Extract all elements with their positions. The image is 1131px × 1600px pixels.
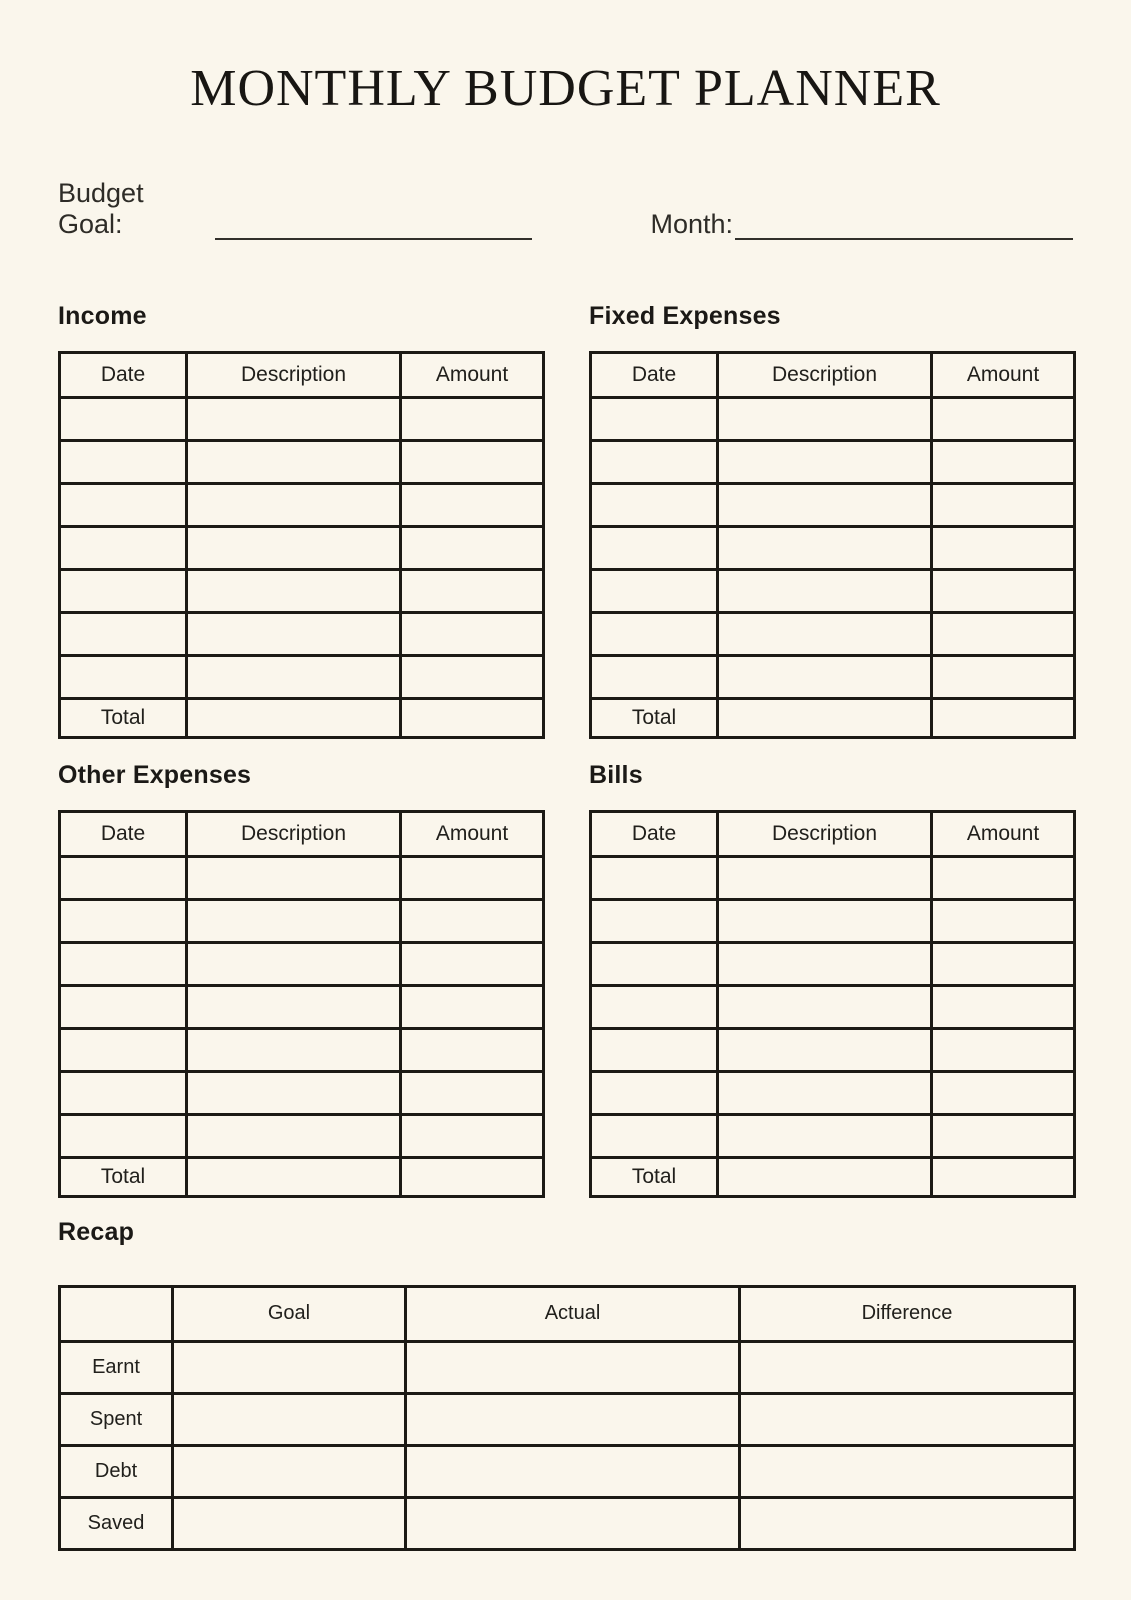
- total-amount-cell[interactable]: [401, 1157, 544, 1196]
- column-header-amount: Amount: [932, 811, 1075, 856]
- empty-cell[interactable]: [591, 527, 718, 570]
- recap-row-saved: [60, 1497, 1075, 1549]
- column-header-date: Date: [591, 353, 718, 398]
- recap-row-spent: [60, 1393, 1075, 1445]
- empty-cell[interactable]: [932, 656, 1075, 699]
- empty-row: [591, 1114, 1075, 1157]
- empty-cell[interactable]: [401, 899, 544, 942]
- empty-cell[interactable]: [932, 484, 1075, 527]
- empty-cell[interactable]: [187, 441, 401, 484]
- total-label: Total: [591, 1157, 718, 1196]
- fixed-expenses-heading: Fixed Expenses: [589, 302, 781, 331]
- recap-row-label: Saved: [60, 1497, 173, 1549]
- bills-total-row: [591, 1157, 1075, 1196]
- empty-row: [60, 1028, 544, 1071]
- column-header-date: Date: [591, 811, 718, 856]
- empty-row: [591, 942, 1075, 985]
- empty-row: [591, 656, 1075, 699]
- bills-table-body: [591, 856, 1075, 1157]
- empty-cell[interactable]: [187, 856, 401, 899]
- empty-cell[interactable]: [932, 1114, 1075, 1157]
- column-header-amount: Amount: [932, 353, 1075, 398]
- empty-row: [60, 942, 544, 985]
- budget-goal-input-line[interactable]: [215, 202, 532, 240]
- empty-cell[interactable]: [187, 1114, 401, 1157]
- empty-cell[interactable]: [932, 441, 1075, 484]
- empty-cell[interactable]: [718, 856, 932, 899]
- empty-row: [591, 856, 1075, 899]
- recap-debt-goal-cell[interactable]: [173, 1445, 406, 1497]
- empty-cell[interactable]: [187, 613, 401, 656]
- total-amount-cell[interactable]: [401, 699, 544, 738]
- other-expenses-total-row: [60, 1157, 544, 1196]
- empty-cell[interactable]: [187, 656, 401, 699]
- recap-earnt-goal-cell[interactable]: [173, 1341, 406, 1393]
- empty-cell[interactable]: [591, 1114, 718, 1157]
- empty-cell[interactable]: [591, 1071, 718, 1114]
- other-expenses-table: [58, 810, 545, 1198]
- empty-row: [60, 985, 544, 1028]
- recap-debt-actual-cell[interactable]: [406, 1445, 740, 1497]
- empty-cell[interactable]: [932, 985, 1075, 1028]
- empty-cell[interactable]: [718, 1028, 932, 1071]
- fixed-expenses-table-body: [591, 398, 1075, 699]
- empty-cell[interactable]: [718, 484, 932, 527]
- empty-row: [591, 899, 1075, 942]
- recap-saved-difference-cell[interactable]: [740, 1497, 1075, 1549]
- other-expenses-section: [58, 761, 542, 1198]
- empty-row: [60, 899, 544, 942]
- recap-saved-actual-cell[interactable]: [406, 1497, 740, 1549]
- empty-cell[interactable]: [60, 527, 187, 570]
- empty-cell[interactable]: [60, 1071, 187, 1114]
- empty-cell[interactable]: [401, 656, 544, 699]
- empty-cell[interactable]: [591, 985, 718, 1028]
- empty-row: [591, 1028, 1075, 1071]
- empty-row: [591, 1071, 1075, 1114]
- empty-cell[interactable]: [718, 1114, 932, 1157]
- empty-cell[interactable]: [718, 985, 932, 1028]
- empty-cell[interactable]: [932, 613, 1075, 656]
- empty-row: [60, 1114, 544, 1157]
- empty-cell[interactable]: [187, 942, 401, 985]
- empty-cell[interactable]: [718, 441, 932, 484]
- empty-cell[interactable]: [591, 570, 718, 613]
- empty-cell[interactable]: [718, 398, 932, 441]
- recap-debt-difference-cell[interactable]: [740, 1445, 1075, 1497]
- recap-column-goal: Goal: [173, 1286, 406, 1341]
- empty-cell[interactable]: [60, 1028, 187, 1071]
- empty-row: [591, 985, 1075, 1028]
- empty-cell[interactable]: [932, 899, 1075, 942]
- tables-row-1: [58, 302, 1073, 739]
- empty-cell[interactable]: [932, 527, 1075, 570]
- empty-row: [60, 441, 544, 484]
- empty-row: [60, 484, 544, 527]
- empty-row: [591, 570, 1075, 613]
- empty-row: [60, 656, 544, 699]
- income-heading: Income: [58, 302, 147, 331]
- recap-spent-goal-cell[interactable]: [173, 1393, 406, 1445]
- empty-cell[interactable]: [187, 570, 401, 613]
- empty-cell[interactable]: [60, 484, 187, 527]
- budget-goal-field: [58, 178, 532, 240]
- total-amount-cell[interactable]: [932, 1157, 1075, 1196]
- empty-cell[interactable]: [591, 942, 718, 985]
- bills-table: [589, 810, 1076, 1198]
- fill-in-fields-row: [58, 178, 1073, 240]
- empty-cell[interactable]: [60, 1114, 187, 1157]
- other-expenses-heading: Other Expenses: [58, 761, 252, 790]
- recap-earnt-difference-cell[interactable]: [740, 1341, 1075, 1393]
- empty-cell[interactable]: [401, 1028, 544, 1071]
- recap-row-earnt: [60, 1341, 1075, 1393]
- empty-row: [60, 527, 544, 570]
- empty-cell[interactable]: [591, 613, 718, 656]
- bills-section: [589, 761, 1073, 1198]
- empty-row: [60, 398, 544, 441]
- bills-table-header: [591, 811, 1075, 856]
- income-section: [58, 302, 542, 739]
- recap-row-debt: [60, 1445, 1075, 1497]
- recap-row-label: Debt: [60, 1445, 173, 1497]
- empty-cell[interactable]: [187, 899, 401, 942]
- empty-row: [591, 441, 1075, 484]
- empty-cell[interactable]: [401, 942, 544, 985]
- empty-cell[interactable]: [401, 484, 544, 527]
- empty-cell[interactable]: [401, 398, 544, 441]
- empty-cell[interactable]: [401, 1114, 544, 1157]
- other-expenses-table-body: [60, 856, 544, 1157]
- empty-cell[interactable]: [401, 527, 544, 570]
- empty-cell[interactable]: [60, 570, 187, 613]
- recap-heading: Recap: [58, 1217, 135, 1246]
- empty-cell[interactable]: [401, 856, 544, 899]
- income-table-body: [60, 398, 544, 699]
- fixed-expenses-total-row: [591, 699, 1075, 738]
- empty-row: [60, 613, 544, 656]
- empty-row: [60, 570, 544, 613]
- total-amount-cell[interactable]: [932, 699, 1075, 738]
- empty-cell[interactable]: [718, 656, 932, 699]
- empty-cell[interactable]: [401, 1071, 544, 1114]
- total-description-cell[interactable]: [187, 699, 401, 738]
- column-header-date: Date: [60, 811, 187, 856]
- empty-cell[interactable]: [932, 856, 1075, 899]
- empty-cell[interactable]: [932, 942, 1075, 985]
- empty-cell[interactable]: [718, 1071, 932, 1114]
- empty-cell[interactable]: [60, 656, 187, 699]
- empty-cell[interactable]: [932, 1028, 1075, 1071]
- column-header-description: Description: [718, 811, 932, 856]
- empty-cell[interactable]: [591, 656, 718, 699]
- empty-cell[interactable]: [718, 942, 932, 985]
- total-description-cell[interactable]: [718, 1157, 932, 1196]
- recap-row-label: Earnt: [60, 1341, 173, 1393]
- empty-cell[interactable]: [591, 441, 718, 484]
- empty-cell[interactable]: [591, 484, 718, 527]
- fixed-expenses-table-header: [591, 353, 1075, 398]
- empty-cell[interactable]: [591, 899, 718, 942]
- empty-cell[interactable]: [591, 1028, 718, 1071]
- income-table-header: [60, 353, 544, 398]
- empty-cell[interactable]: [932, 398, 1075, 441]
- recap-column-difference: Difference: [740, 1286, 1075, 1341]
- empty-cell[interactable]: [187, 484, 401, 527]
- fixed-expenses-section: [589, 302, 1073, 739]
- empty-cell[interactable]: [401, 985, 544, 1028]
- empty-cell[interactable]: [60, 985, 187, 1028]
- empty-cell[interactable]: [401, 570, 544, 613]
- empty-cell[interactable]: [718, 570, 932, 613]
- recap-spent-actual-cell[interactable]: [406, 1393, 740, 1445]
- recap-corner-cell: [60, 1286, 173, 1341]
- recap-column-actual: Actual: [406, 1286, 740, 1341]
- income-table: [58, 351, 545, 739]
- empty-cell[interactable]: [187, 398, 401, 441]
- bills-heading: Bills: [589, 761, 643, 790]
- month-field: [650, 178, 1073, 240]
- column-header-description: Description: [187, 811, 401, 856]
- empty-cell[interactable]: [60, 899, 187, 942]
- budget-goal-label: Budget Goal:: [58, 178, 144, 240]
- empty-row: [591, 527, 1075, 570]
- empty-row: [591, 398, 1075, 441]
- empty-cell[interactable]: [187, 527, 401, 570]
- empty-cell[interactable]: [60, 398, 187, 441]
- empty-cell[interactable]: [932, 1071, 1075, 1114]
- column-header-amount: Amount: [401, 811, 544, 856]
- recap-table: [58, 1285, 1076, 1551]
- empty-cell[interactable]: [60, 856, 187, 899]
- tables-row-2: [58, 761, 1073, 1198]
- recap-row-label: Spent: [60, 1393, 173, 1445]
- recap-spent-difference-cell[interactable]: [740, 1393, 1075, 1445]
- empty-cell[interactable]: [60, 613, 187, 656]
- empty-cell[interactable]: [718, 527, 932, 570]
- empty-cell[interactable]: [187, 1028, 401, 1071]
- empty-cell[interactable]: [718, 613, 932, 656]
- empty-cell[interactable]: [401, 613, 544, 656]
- income-total-row: [60, 699, 544, 738]
- total-description-cell[interactable]: [718, 699, 932, 738]
- recap-table-header: [60, 1286, 1075, 1341]
- recap-earnt-actual-cell[interactable]: [406, 1341, 740, 1393]
- total-label: Total: [591, 699, 718, 738]
- month-input-line[interactable]: [735, 202, 1073, 240]
- empty-cell[interactable]: [932, 570, 1075, 613]
- empty-row: [60, 1071, 544, 1114]
- fixed-expenses-table: [589, 351, 1076, 739]
- empty-cell[interactable]: [718, 899, 932, 942]
- page-title: MONTHLY BUDGET PLANNER: [190, 60, 941, 117]
- total-label: Total: [60, 1157, 187, 1196]
- column-header-amount: Amount: [401, 353, 544, 398]
- empty-cell[interactable]: [591, 856, 718, 899]
- empty-cell[interactable]: [187, 985, 401, 1028]
- empty-cell[interactable]: [60, 441, 187, 484]
- empty-cell[interactable]: [187, 1071, 401, 1114]
- empty-cell[interactable]: [591, 398, 718, 441]
- total-description-cell[interactable]: [187, 1157, 401, 1196]
- column-header-date: Date: [60, 353, 187, 398]
- column-header-description: Description: [187, 353, 401, 398]
- empty-row: [591, 613, 1075, 656]
- empty-row: [60, 856, 544, 899]
- empty-cell[interactable]: [60, 942, 187, 985]
- empty-cell[interactable]: [401, 441, 544, 484]
- empty-row: [591, 484, 1075, 527]
- total-label: Total: [60, 699, 187, 738]
- recap-saved-goal-cell[interactable]: [173, 1497, 406, 1549]
- column-header-description: Description: [718, 353, 932, 398]
- other-expenses-table-header: [60, 811, 544, 856]
- month-label: Month:: [650, 209, 733, 240]
